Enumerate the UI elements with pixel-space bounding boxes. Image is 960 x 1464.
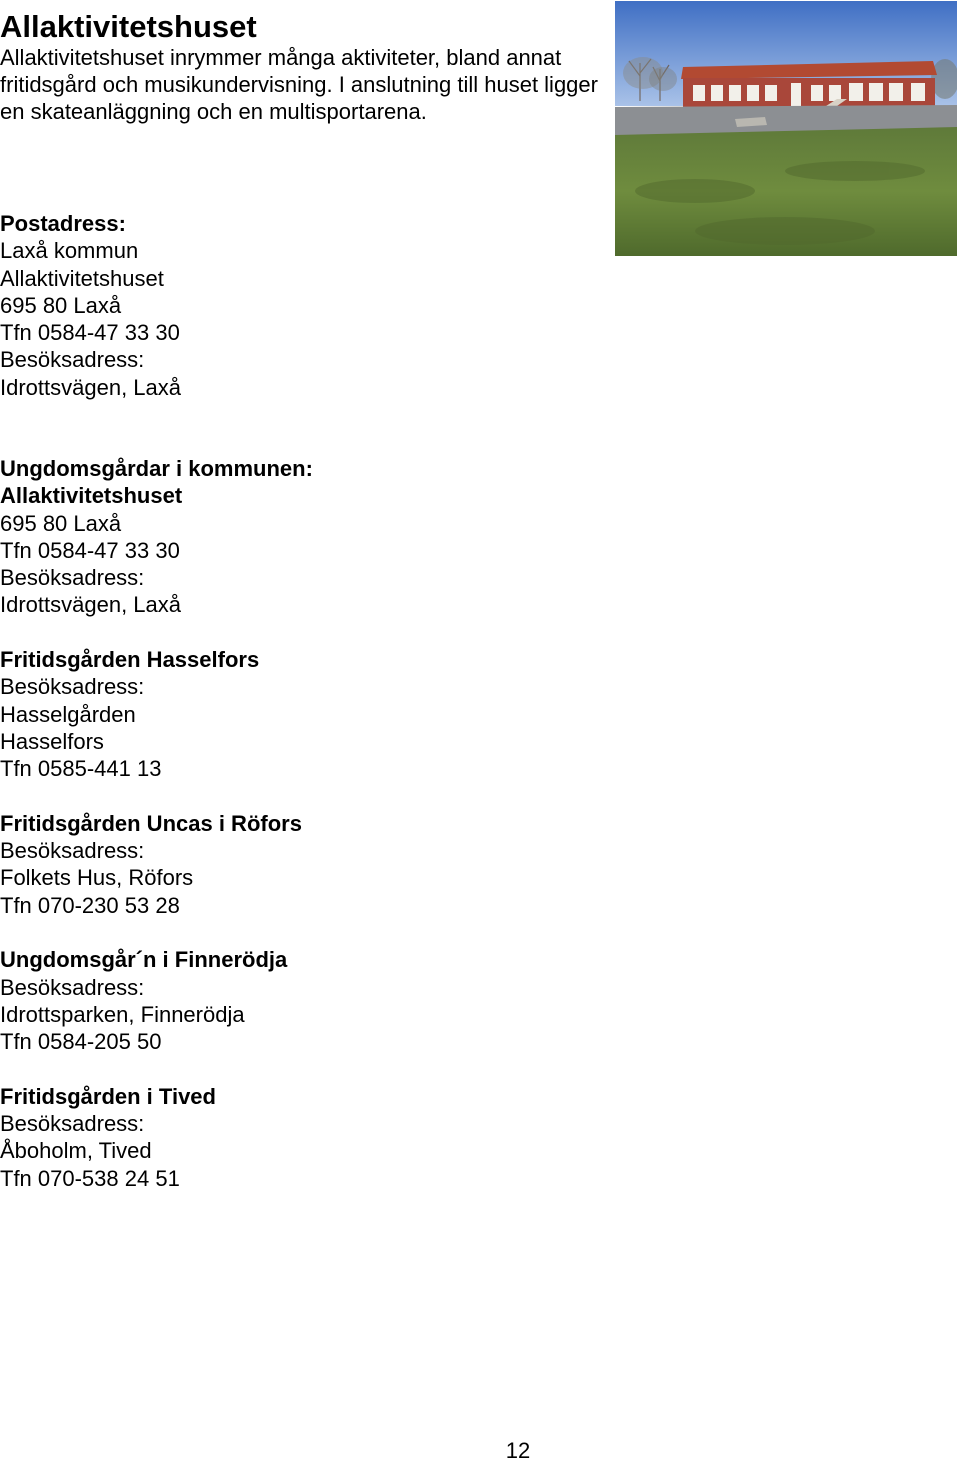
center-line: Tfn 0584-47 33 30 bbox=[0, 537, 180, 563]
center-line: Folkets Hus, Röfors bbox=[0, 865, 194, 891]
center-line: Besöksadress: bbox=[0, 974, 145, 1000]
postal-line: Tfn 0584-47 33 30 bbox=[0, 320, 180, 346]
center-line: Besöksadress: bbox=[0, 565, 145, 591]
center-line: Idrottsvägen, Laxå bbox=[0, 592, 182, 618]
postal-line: 695 80 Laxå bbox=[0, 292, 122, 318]
intro-paragraph: Allaktivitetshuset inrymmer många aktiviteter, bland annat fritidsgård och musikundervisning. I anslutning till huset ligger en skateanläggning och en multisportarena. bbox=[0, 45, 598, 124]
postal-line: Besöksadress: bbox=[0, 347, 145, 373]
page-number: 12 bbox=[505, 1438, 531, 1463]
center-name: Allaktivitetshuset bbox=[0, 483, 183, 509]
center-line: Besöksadress: bbox=[0, 674, 145, 700]
building-photo bbox=[615, 1, 957, 256]
center-line: Tfn 070-538 24 51 bbox=[0, 1165, 180, 1191]
center-line: Åboholm, Tived bbox=[0, 1138, 152, 1164]
center-line: Tfn 0584-205 50 bbox=[0, 1029, 162, 1055]
spacer bbox=[0, 783, 313, 810]
center-line: Besöksadress: bbox=[0, 1111, 145, 1137]
center-line: Hasselgården bbox=[0, 701, 136, 727]
postal-line: Laxå kommun bbox=[0, 238, 139, 264]
center-name: Ungdomsgår´n i Finnerödja bbox=[0, 947, 288, 973]
spacer bbox=[0, 919, 313, 946]
spacer bbox=[0, 1056, 313, 1083]
spacer bbox=[0, 619, 313, 646]
center-line: Tfn 0585-441 13 bbox=[0, 756, 162, 782]
youth-heading: Ungdomsgårdar i kommunen: bbox=[0, 456, 313, 481]
center-line: Besöksadress: bbox=[0, 838, 145, 864]
center-name: Fritidsgården Uncas i Röfors bbox=[0, 810, 302, 836]
center-line: Tfn 070-230 53 28 bbox=[0, 892, 180, 918]
postal-heading: Postadress: bbox=[0, 211, 126, 236]
center-name: Fritidsgården i Tived bbox=[0, 1083, 216, 1109]
youth-centers-block bbox=[0, 455, 313, 1192]
postal-line: Allaktivitetshuset bbox=[0, 265, 164, 291]
page-title: Allaktivitetshuset bbox=[0, 9, 257, 44]
center-line: Hasselfors bbox=[0, 728, 104, 754]
center-line: Idrottsparken, Finnerödja bbox=[0, 1001, 245, 1027]
postal-address-block bbox=[0, 210, 181, 401]
center-line: 695 80 Laxå bbox=[0, 510, 122, 536]
postal-line: Idrottsvägen, Laxå bbox=[0, 374, 182, 400]
center-name: Fritidsgården Hasselfors bbox=[0, 647, 260, 673]
